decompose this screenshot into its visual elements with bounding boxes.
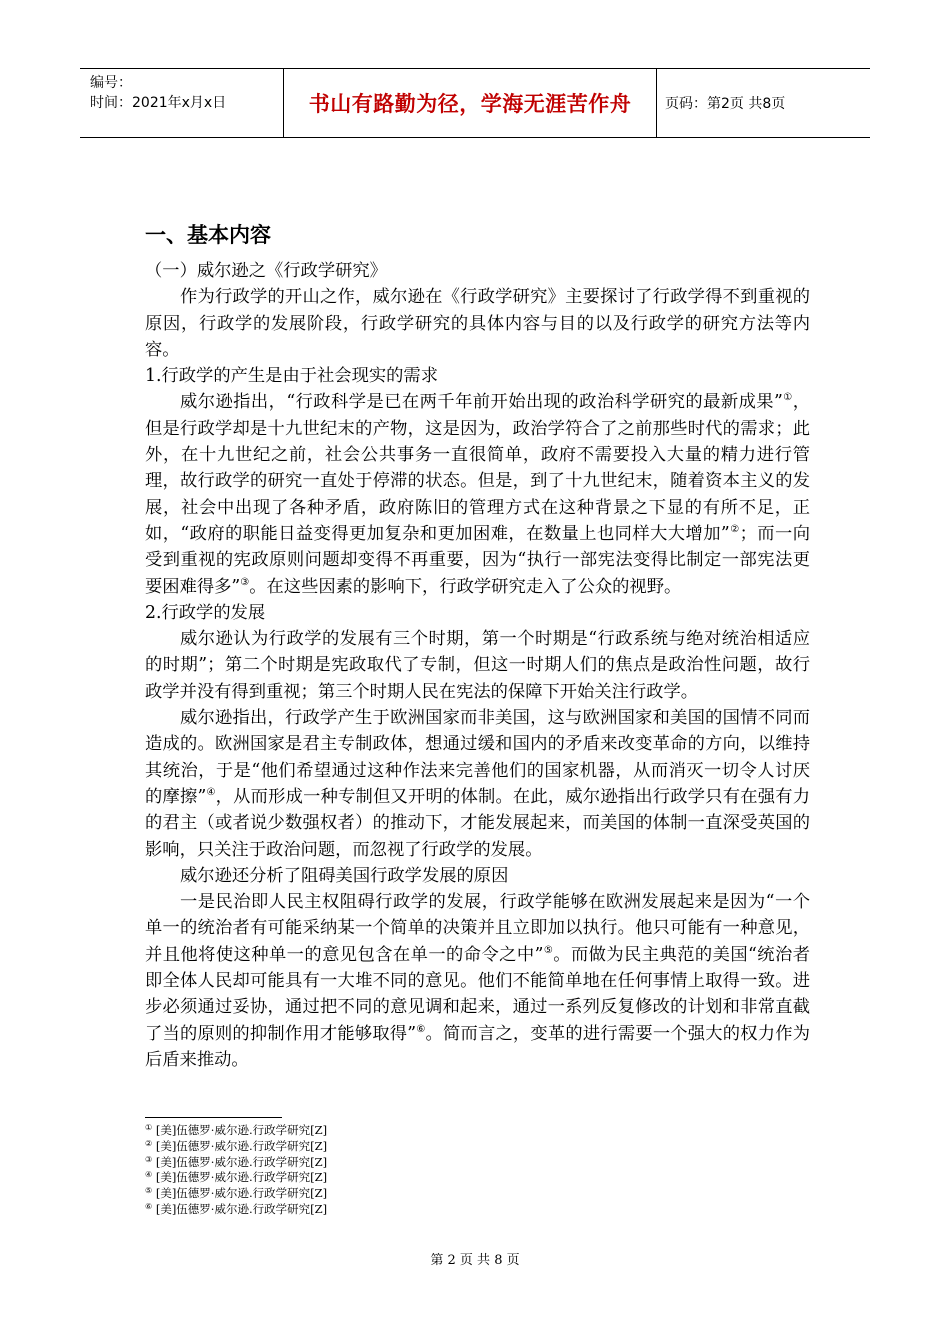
footnote-mark: ⑥	[145, 1201, 153, 1211]
footnote-text: [美]伍德罗·威尔逊.行政学研究[Z]	[152, 1186, 328, 1201]
footnote-item	[145, 1139, 327, 1155]
heading-2: 2.行政学的发展	[145, 602, 266, 623]
footnote-item	[145, 1155, 327, 1171]
footnote-separator	[145, 1117, 282, 1118]
footnote-item	[145, 1186, 327, 1202]
paragraph-2: 威尔逊认为行政学的发展有三个时期，第一个时期是“行政系统与绝对统治相适应的时期”；第二个时期是宪政取代了专制，但这一时期人们的焦点是政治性问题，故行政学并没有得到重视；第三个时期人民在宪法的保障下开始关注行政学。	[145, 629, 810, 702]
paragraph-5-part-a: 一是民治即人民主权阻碍行政学的发展，行政学能够在欧洲发展起来是因为“一个单一的统治者有可能采纳某一个简单的决策并且立即加以执行。他只可能有一种意见，并且他将使这种单一的意见包含在单一的命令之中”	[145, 892, 810, 965]
intro-paragraph: 作为行政学的开山之作，威尔逊在《行政学研究》主要探讨了行政学得不到重视的原因，行政学的发展阶段，行政学研究的具体内容与目的以及行政学的研究方法等内容。	[145, 287, 810, 360]
footnote-text: [美]伍德罗·威尔逊.行政学研究[Z]	[152, 1138, 328, 1153]
paragraph-3-part-b: ，从而形成一种专制但又开明的体制。在此，威尔逊指出行政学只有在强有力的君主（或者说少数强权者）的推动下，才能发展起来，而美国的体制一直深受英国的影响，只关注于政治问题，而忽视了行政学的发展。	[145, 786, 810, 860]
footnote-mark: ⑤	[145, 1186, 153, 1196]
paragraph-1-part-a: 威尔逊指出，“行政科学是已在两千年前开始出现的政治科学研究的最新成果”	[180, 392, 783, 413]
footnote-mark: ①	[145, 1123, 153, 1132]
time-label: 时间：2021年x月x日	[90, 95, 227, 111]
paragraph-1-part-d: 。在这些因素的影响下，行政学研究走入了公众的视野。	[249, 576, 682, 597]
footnote-ref-4[interactable]: ④	[206, 786, 216, 798]
paragraph-4: 威尔逊还分析了阻碍美国行政学发展的原因	[180, 865, 509, 886]
paragraph-1-part-b: ，但是行政学却是十九世纪末的产物，这是因为，政治学符合了之前那些时代的需求；此外，在十九世纪之前，社会公共事务一直很简单，政府不需要投入大量的精力进行管理，故行政学的研究一直处于停滞的状态。但是，到了十九世纪末，随着资本主义的发展，社会中出现了各种矛盾，政府陈旧的管理方式在这种背景之下显的有所不足，正如，“政府的职能日益变得更加复杂和更加困难，在数量上也同样大大增加”	[145, 392, 810, 544]
header-meta	[80, 69, 283, 137]
paragraph-3	[145, 705, 810, 863]
subheading: （一）威尔逊之《行政学研究》	[145, 261, 387, 281]
footnote-item	[145, 1123, 327, 1139]
footnote-ref-2[interactable]: ②	[729, 523, 740, 535]
paragraph-3-part-a: 威尔逊指出，行政学产生于欧洲国家而非美国，这与欧洲国家和美国的国情不同而造成的。欧洲国家是君主专制政体，想通过缓和国内的矛盾来改变革命的方向，以维持其统治，于是“他们希望通过这种作法来完善他们的国家机器，从而消灭一切令人讨厌的摩擦”	[145, 708, 810, 807]
paragraph-1-part-c: ；而一向受到重视的宪政原则问题却变得不再重要，因为“执行一部宪法变得比制定一部宪法更要困难得多”	[145, 523, 810, 597]
paragraph-5-part-b: 。而做为民主典范的美国“统治者即全体人民却可能具有一大堆不同的意见。他们不能简单地在任何事情上取得一致。进步必须通过妥协，通过把不同的意见调和起来，通过一系列反复修改的计划和非常直截了当的原则的抑制作用才能够取得”	[145, 944, 810, 1044]
header-motto-cell	[283, 69, 657, 137]
footnote-ref-6[interactable]: ⑥	[416, 1023, 426, 1035]
page-header	[80, 68, 870, 138]
header-motto: 书山有路勤为径，学海无涯苦作舟	[308, 92, 632, 116]
footnote-mark: ④	[145, 1170, 153, 1180]
footnote-text: [美]伍德罗·威尔逊.行政学研究[Z]	[152, 1170, 328, 1185]
page-info-text: 页码：第2页 共8页	[665, 96, 786, 112]
section-title: 一、基本内容	[145, 223, 271, 247]
footnotes	[145, 1123, 327, 1218]
footnote-text: [美]伍德罗·威尔逊.行政学研究[Z]	[152, 1123, 328, 1137]
footnote-ref-1[interactable]: ①	[782, 392, 793, 404]
footnote-item	[145, 1170, 327, 1186]
paragraph-5	[145, 889, 810, 1073]
footnote-text: [美]伍德罗·威尔逊.行政学研究[Z]	[152, 1154, 328, 1169]
document-body	[145, 218, 810, 1073]
header-page-info	[657, 69, 870, 137]
paragraph-1	[145, 389, 810, 599]
page-footer: 第 2 页 共 8 页	[430, 1253, 520, 1268]
footnote-ref-5[interactable]: ⑤	[543, 944, 554, 956]
serial-label: 编号：	[90, 75, 132, 91]
footnote-mark: ③	[145, 1154, 153, 1164]
footnote-item	[145, 1202, 327, 1218]
paragraph-5-part-c: 。简而言之，变革的进行需要一个强大的权力作为后盾来推动。	[145, 1023, 810, 1070]
footnote-ref-3[interactable]: ③	[240, 576, 250, 588]
footnote-text: [美]伍德罗·威尔逊.行政学研究[Z]	[152, 1201, 328, 1216]
heading-1: 1.行政学的产生是由于社会现实的需求	[145, 366, 438, 387]
footnote-mark: ②	[145, 1138, 153, 1148]
